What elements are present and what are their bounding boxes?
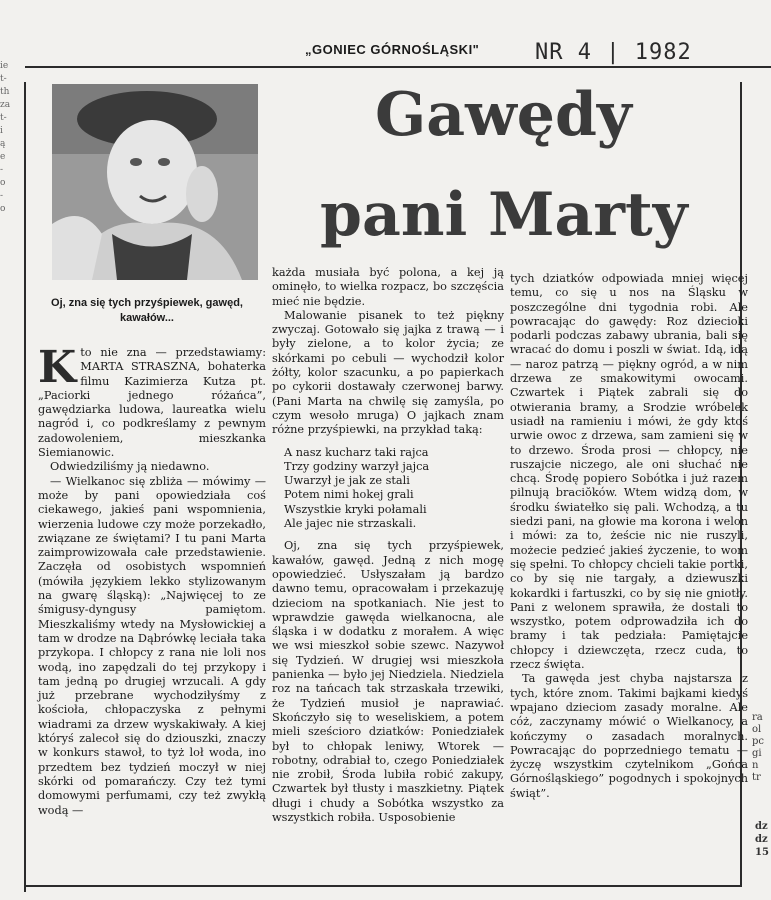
fragment-line: tr [752, 772, 761, 783]
fragment-line: t- [0, 74, 7, 84]
fragment-line: th [0, 87, 10, 97]
fragment-line: t- [0, 113, 7, 123]
paragraph: tych dziatków odpowiada mniej więcej temu, co się u nos na Śląsku w poszczególne dni tygodnia robi. Ale powracając do gawędy: Roz dziecioki podarli podczas zabawy ubrania, bali się wracać do domu i poszli w świat. Idą, idą — naroz patrzą — piękny ogród, a w nim drzewa ze smakowitymi owocami. Czwartek i Piątek zabrali się do otwierania bramy, a Srodzie wróbelek usiadł na ramieniu i mówi, że gdy ktoś urwie owoc z drzewa, sam zamieni się w to drzewo. Środa prosi — chłopcy, nie ruszajcie niczego, ale oni słuchać nie chcą. Środę popiero Sobótka i już razem pilnują braciŏków. Wtem widzą dom, w środku światełko się pali. Wchodzą, a tu siedzi pani, na głowie ma korona i welon i mówi: za to, żeście nic nie ruszyli, możecie pedzieć jakieś życzenie, to wom się spełni. To chłopcy chcieli takie portki, co by się nie targały, a dziewuszki kokardki i fartuszki, co by się nie gniotły. Pani z welonem sprawiła, że dostali to wszystko, potem odprowadziła ich do bramy i tak pedziała: Pamiętajcie chłopcy i dziewczęta, rzecz cuda, to rzecz święta. [510, 272, 748, 672]
fragment-line: za [0, 100, 11, 110]
fragment-line: e [0, 152, 6, 162]
fragment-line: - [0, 191, 4, 201]
fragment-line: ra [752, 712, 763, 723]
fragment-line: ą [0, 139, 6, 149]
lead-paragraph [38, 342, 266, 460]
adjacent-article-fragment-right-bottom [755, 820, 771, 859]
paragraph: Odwiedziliśmy ją niedawno. [50, 460, 210, 474]
verse [284, 446, 504, 532]
verse-line: Potem nimi hokej grali [284, 488, 414, 502]
paragraph-text: to nie zna — przedstawiamy: MARTA STRASZNA, bohaterka filmu Kazimierza Kutza pt. „Paciorki jednego różańca”, gawędziarka ludowa, laureatka wielu nagród i, co podkreślamy z pewnym zadowoleniem, mieszkanka Siemianowic. [38, 346, 266, 460]
headline-line-1: Gawędy [375, 80, 632, 150]
paragraph: Oj, zna się tych przyśpiewek, kawałów, gawęd. Jedną z nich mogę opowiedzieć. Usłyszałam ją bardzo dawno temu, opracowałam i przekazuję dzieciom na spotkaniach. Nie jest to wprawdzie gawęda wielkanocna, ale śląska i w dodatku z morałem. A więc we wsi mieszkoł sobie szewc. Nazywoł się Tydzień. W drugiej wsi mieszkoła panienka — było jej Niedziela. Niedziela roz na tańcach tak strzaskała trzewiki, że Tydzień musioł je naprawiać. Skończyło się to weseliskiem, a potem mieli sześcioro dziatków: Poniedziałek był to chłopak leniwy, Wtorek — robotny, odrabiał to, czego Poniedziałek nie zrobił, Środa lubiła robić zakupy, Czwartek był tłusty i maszkietny. Piątek długi i chudy a Sobótka wszystko za wszystkich robiła. Usposobienie [272, 539, 504, 824]
fragment-line: - [0, 165, 4, 175]
verse-line: Ale jajec nie strzaskali. [284, 517, 417, 531]
fragment-line: dz [755, 821, 768, 832]
verse-line: Uwarzył je jak ze stali [284, 474, 410, 488]
article-frame-bottom [24, 885, 740, 887]
article-column-2 [272, 266, 504, 825]
verse-line: A nasz kucharz taki rajca [284, 445, 429, 459]
fragment-line: ie [0, 61, 9, 71]
fragment-line: o [0, 204, 6, 214]
drop-cap: K [38, 342, 77, 393]
fragment-line: dz [755, 834, 768, 845]
portrait-photo [52, 84, 258, 280]
handwritten-issue-note: NR 4 | 1982 [535, 40, 692, 65]
fragment-line: ol [752, 724, 762, 735]
fragment-line: n [752, 760, 759, 771]
top-rule [25, 66, 771, 68]
adjacent-article-fragment-left [0, 60, 22, 820]
headline-line-2: pani Marty [320, 180, 688, 250]
masthead [0, 0, 771, 70]
fragment-line: pc [752, 736, 765, 747]
verse-line: Trzy godziny warzył jajca [284, 459, 430, 473]
fragment-line: i [0, 126, 3, 136]
verse-line: Wszystkie kryki połamali [284, 502, 427, 516]
newspaper-title: „GONIEC GÓRNOŚLĄSKI" [305, 42, 480, 57]
paragraph: każda musiała być polona, a kej ją ominęło, to wielka rozpacz, bo szczęścia mieć nie będzie. [272, 266, 504, 308]
article-column-1 [38, 342, 266, 818]
paragraph: Ta gawęda jest chyba najstarsza z tych, które znom. Takimi bajkami kiedyś wpajano dzieciom zasady moralne. Ale cóż, zaczynamy mówić o Wielkanocy, a kończymy o zasadach moralnych. Powracając do poprzedniego tematu — życzę wszystkim czytelnikom „Gońca Górnośląskiego” pogodnych i spokojnych świąt”. [510, 672, 748, 800]
fragment-line: o [0, 178, 6, 188]
photo-caption: Oj, zna się tych przyśpiewek, gawęd, kawałów... [51, 297, 243, 324]
fragment-line: gi [752, 748, 762, 759]
paragraph: — Wielkanoc się zbliża — mówimy — może by pani opowiedziała coś ciekawego, jakieś pani wspomnienia, wierzenia ludowe czy może porzekadło, związane ze świętami? I tu pani Marta zaimprowizowała całe przedstawienie. Zaczęła od osobistych wspomnień (mówiła językiem lekko stylizowanym na gwarę śląską): „Najwięcej to ze śmigusy-dyngusy pamiętom. Mieszkaliśmy wtedy na Mysłowickiej a tam w drodze na Dąbrówkę leciała taka przykopa. I chłopcy z rana nie loli nos wodą, ino zapędzali do tej przykopy i tam jedną po drugiej wrzucali. A gdy już przebrane wychodziłyśmy z kościoła, chłopaczyska z pełnymi wiadrami za drzew wyskakiwały. A kiej któryś zalecoł się do dziouszki, znaczy w konkurs stawoł, to tyż loł woda, ino przedtem bez tydzień moczył w niej skórki od pomarańczy. Czy też tymi domowymi perfumami, czy też zwykłą wodą — [38, 474, 266, 817]
article-column-3 [510, 272, 748, 801]
paragraph: Malowanie pisanek to też piękny zwyczaj. Gotowało się jajka z trawą — i były zielone, a to kolor życia; ze skórkami po cebuli — wychodził kolor żółty, kolor szacunku, a po papierkach po cykorii dostawały czerwonej barwy. (Pani Marta na chwilę się zamyśla, po czym wesoło mruga) O jajkach znam różne przyśpiewki, na przykład taką: [272, 308, 504, 437]
adjacent-article-fragment-right [752, 712, 771, 784]
headline [270, 80, 730, 270]
fragment-line: 15 [755, 847, 769, 858]
article-frame-left [24, 82, 26, 892]
